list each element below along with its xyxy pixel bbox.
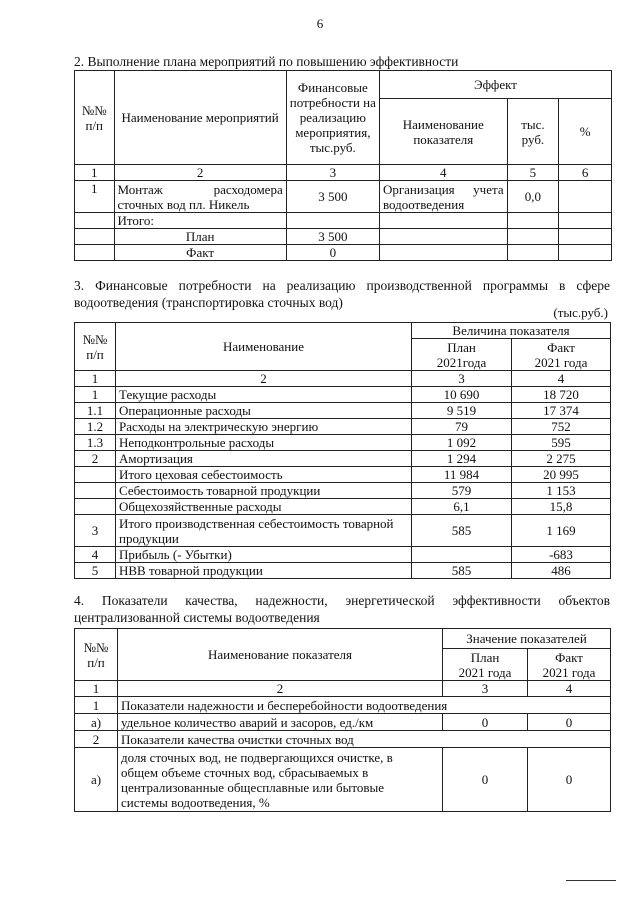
unit-label: (тыс.руб.) <box>553 305 608 320</box>
col-thous-header: тыс. руб. <box>507 99 559 165</box>
total-row: Итого: <box>75 213 612 229</box>
row-plan: 79 <box>412 419 512 435</box>
table-row: а) доля сточных вод, не подвергающихся очистке, в общем объеме сточных вод, сбрасываемых в централизованные общесплавные или бытовые системы водоотведения, % 0 0 <box>75 748 611 812</box>
section-3-table <box>74 322 611 579</box>
row-fact: 20 995 <box>512 467 611 483</box>
row-name: Итого цеховая себестоимость <box>116 467 412 483</box>
col-num-header: №№ п/п <box>75 323 116 371</box>
row-plan: 9 519 <box>412 403 512 419</box>
row-name: Расходы на электрическую энергию <box>116 419 412 435</box>
plan-row: План 3 500 <box>75 229 612 245</box>
row-plan: 1 294 <box>412 451 512 467</box>
col-indicator-header: Наименование показателя <box>379 99 507 165</box>
table-row <box>75 483 611 499</box>
col-plan-header: План 2021 года <box>443 649 528 681</box>
table-row <box>75 451 611 467</box>
section-3-title: 3. Финансовые потребности на реализацию производственной программы в сфере водоотведения (транспортировка сточных вод) <box>74 278 610 310</box>
col-plan-header: План 2021года <box>412 339 512 371</box>
col-effect-header: Эффект <box>379 71 611 99</box>
table-row: 1 Монтаж расходомера сточных вод пл. Никель 3 500 Организация учета водоотведения 0,0 <box>75 181 612 213</box>
row-fact: 18 720 <box>512 387 611 403</box>
row-name: Текущие расходы <box>116 387 412 403</box>
row-plan: 11 984 <box>412 467 512 483</box>
group-row: 2 Показатели качества очистки сточных вод <box>75 731 611 748</box>
footer-line <box>566 880 616 881</box>
column-index-row: 1 2 3 4 <box>75 681 611 697</box>
row-plan: 585 <box>412 515 512 547</box>
row-plan: 585 <box>412 563 512 579</box>
fact-row: Факт 0 <box>75 245 612 261</box>
row-num: 5 <box>75 563 116 579</box>
row-num <box>75 499 116 515</box>
table-row <box>75 547 611 563</box>
row-name: НВВ товарной продукции <box>116 563 412 579</box>
row-plan: 10 690 <box>412 387 512 403</box>
row-name: Итого производственная себестоимость товарной продукции <box>116 515 412 547</box>
row-fact: 1 169 <box>512 515 611 547</box>
row-fact: 15,8 <box>512 499 611 515</box>
table-row <box>75 563 611 579</box>
row-num: 3 <box>75 515 116 547</box>
table-row <box>75 387 611 403</box>
row-plan: 6,1 <box>412 499 512 515</box>
col-num-header: №№ п/п <box>75 71 115 165</box>
row-fact: 486 <box>512 563 611 579</box>
col-fact-header: Факт 2021 года <box>528 649 611 681</box>
col-num-header: №№ п/п <box>75 629 118 681</box>
table-row <box>75 403 611 419</box>
table-row <box>75 419 611 435</box>
row-name: Себестоимость товарной продукции <box>116 483 412 499</box>
table-row <box>75 499 611 515</box>
row-fact: 17 374 <box>512 403 611 419</box>
section-2-title: 2. Выполнение плана мероприятий по повышению эффективности <box>74 54 459 69</box>
table-row <box>75 467 611 483</box>
col-finance-header: Финансовые потребности на реализацию мероприятия, тыс.руб. <box>286 71 379 165</box>
group-row: 1 Показатели надежности и бесперебойности водоотведения <box>75 697 611 714</box>
column-index-row: 1 2 3 4 5 6 <box>75 165 612 181</box>
row-num: 4 <box>75 547 116 563</box>
col-fact-header: Факт 2021 года <box>512 339 611 371</box>
row-num <box>75 467 116 483</box>
row-fact: 1 153 <box>512 483 611 499</box>
row-num: 2 <box>75 451 116 467</box>
table-row: а) удельное количество аварий и засоров, ед./км 0 0 <box>75 714 611 731</box>
row-num: 1.1 <box>75 403 116 419</box>
section-4-title: 4. Показатели качества, надежности, энергетической эффективности объектов централизованной системы водоотведения <box>74 593 610 625</box>
col-value-header: Величина показателя <box>412 323 611 339</box>
section-2-table <box>74 70 612 261</box>
table-row <box>75 435 611 451</box>
row-num: 1.2 <box>75 419 116 435</box>
row-name: Неподконтрольные расходы <box>116 435 412 451</box>
page-number: 6 <box>316 16 324 31</box>
row-fact: 752 <box>512 419 611 435</box>
col-value-header: Значение показателей <box>443 629 611 649</box>
row-name: Операционные расходы <box>116 403 412 419</box>
row-name: Общехозяйственные расходы <box>116 499 412 515</box>
row-name: Прибыль (- Убытки) <box>116 547 412 563</box>
col-name-header: Наименование <box>116 323 412 371</box>
col-name-header: Наименование показателя <box>118 629 443 681</box>
row-fact: 595 <box>512 435 611 451</box>
row-fact: 2 275 <box>512 451 611 467</box>
row-name: Амортизация <box>116 451 412 467</box>
section-4-table <box>74 628 611 812</box>
row-num: 1.3 <box>75 435 116 451</box>
row-num: 1 <box>75 387 116 403</box>
col-name-header: Наименование мероприятий <box>114 71 286 165</box>
row-num <box>75 483 116 499</box>
column-index-row: 1 2 3 4 <box>75 371 611 387</box>
row-fact: -683 <box>512 547 611 563</box>
row-plan: 579 <box>412 483 512 499</box>
row-plan: 1 092 <box>412 435 512 451</box>
col-percent-header: % <box>559 99 612 165</box>
row-plan <box>412 547 512 563</box>
table-row <box>75 515 611 547</box>
